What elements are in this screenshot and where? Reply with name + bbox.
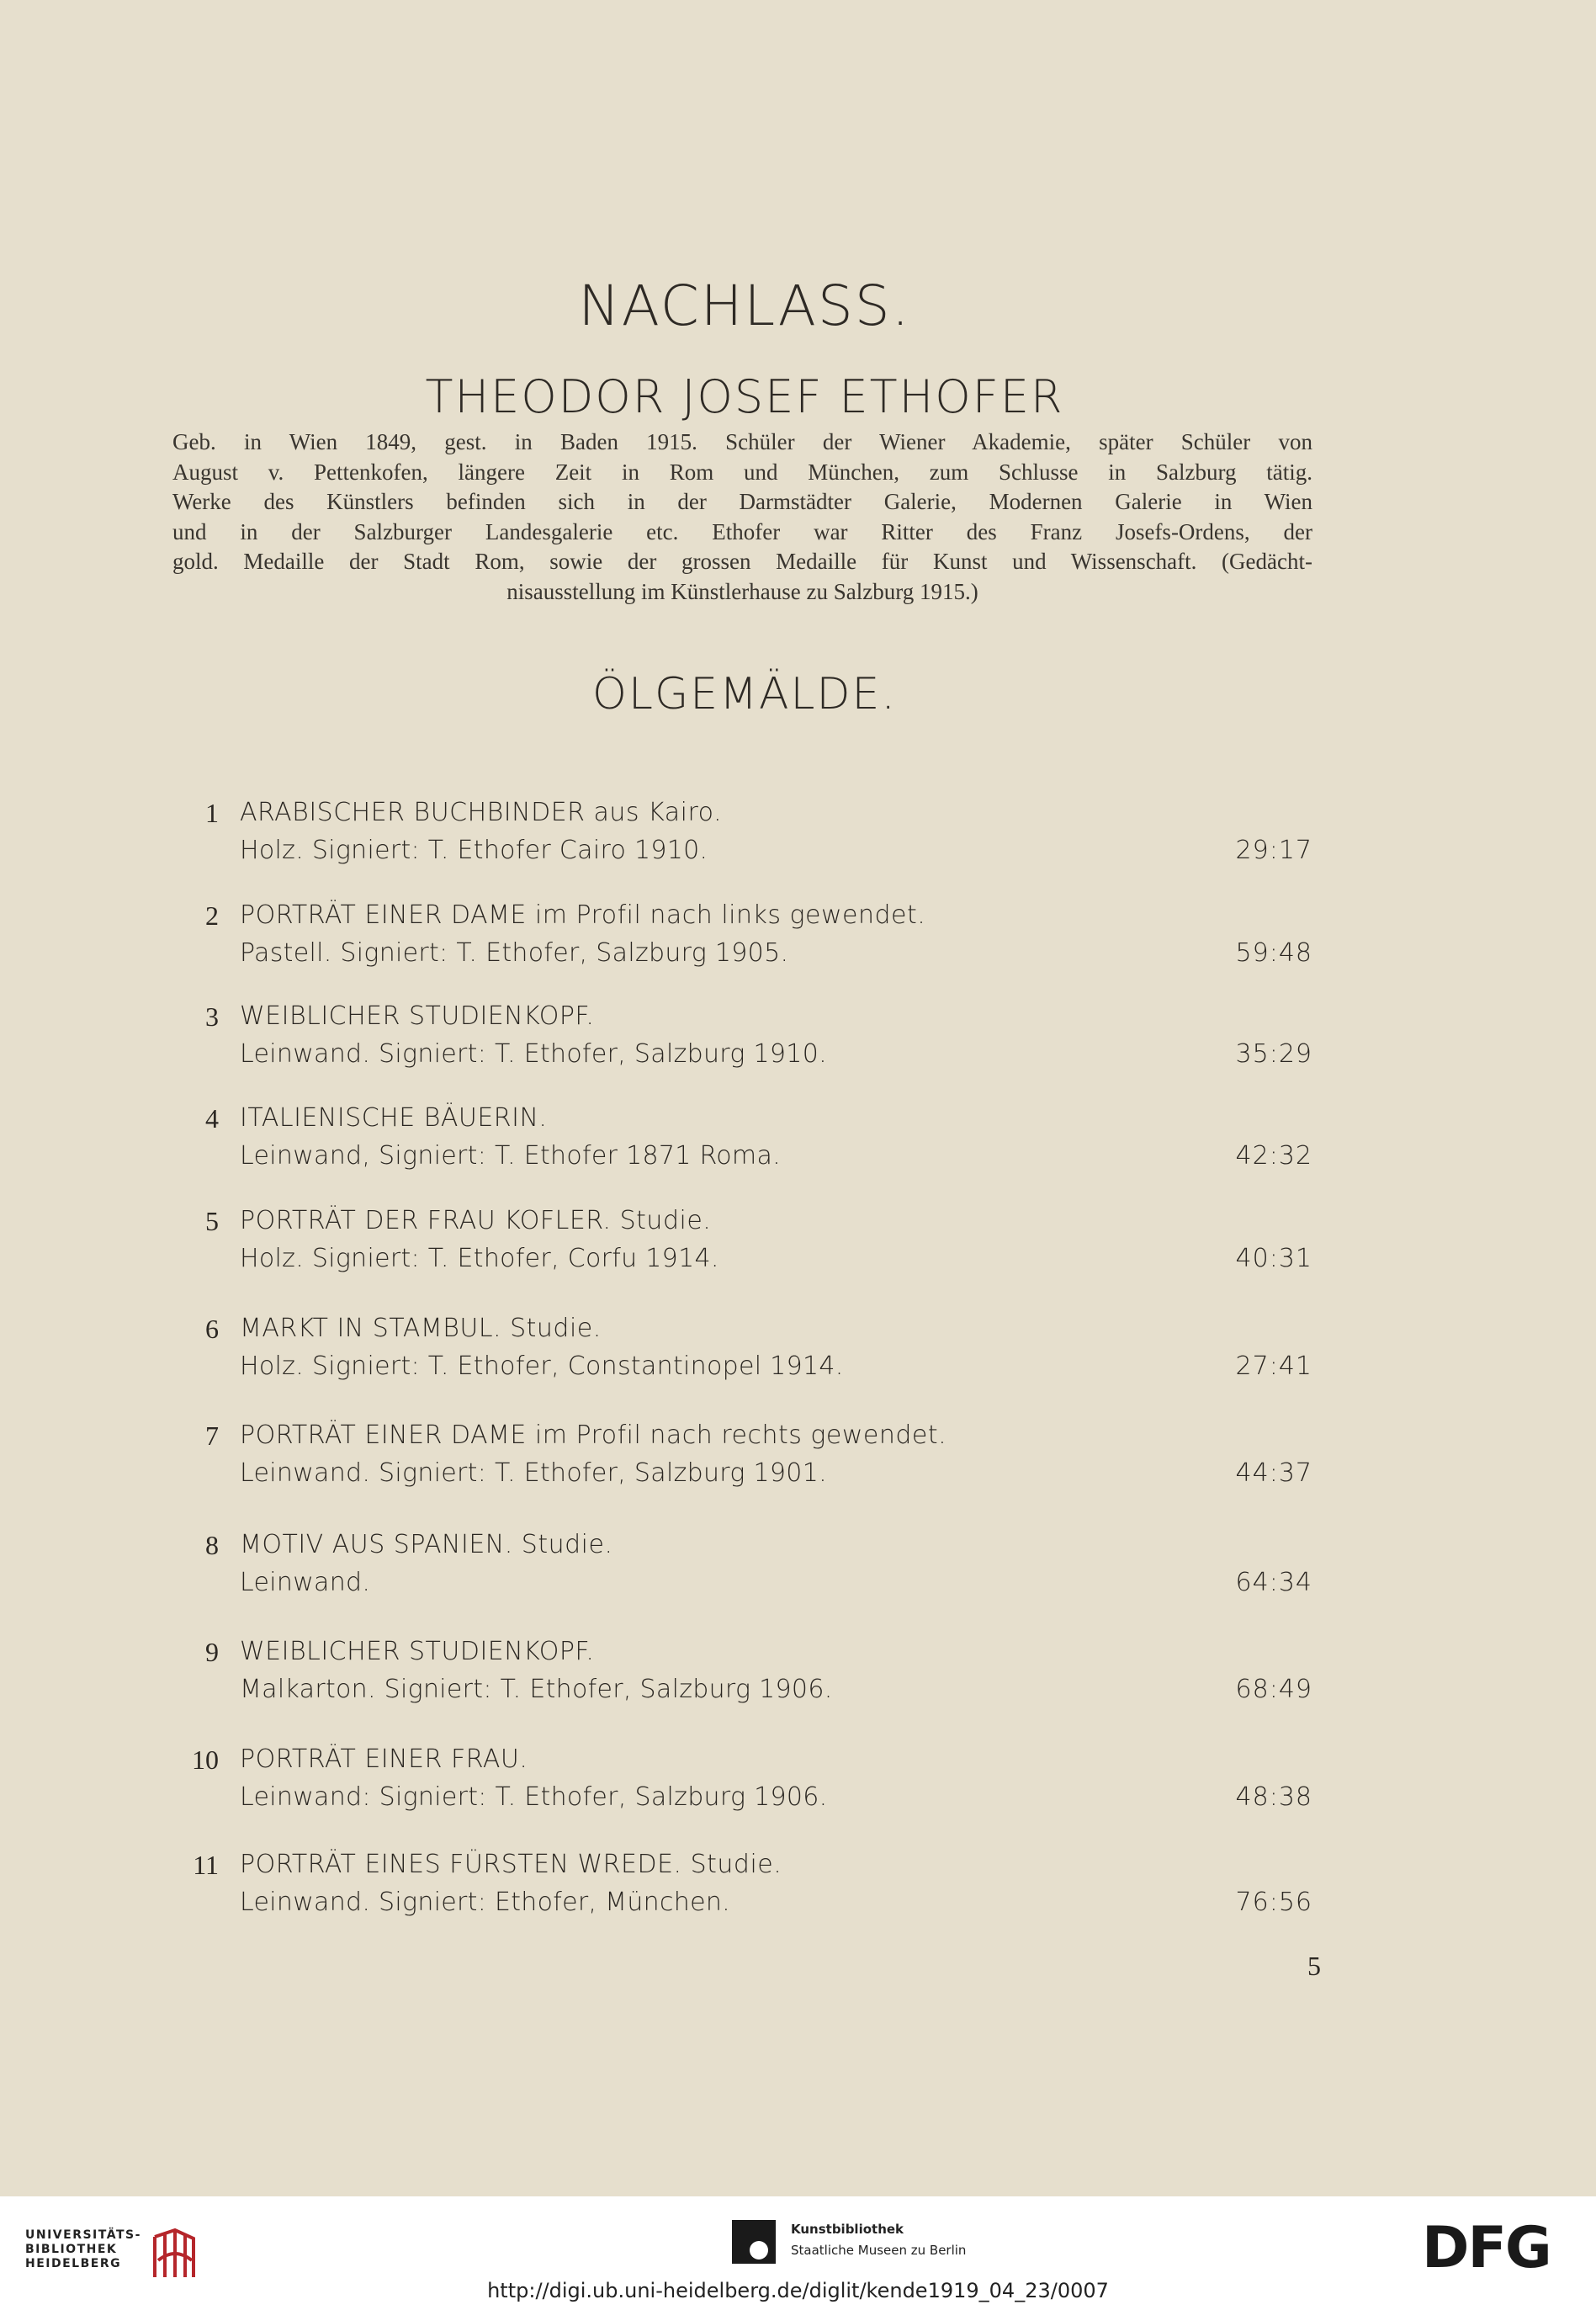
entry-title: MOTIV AUS SPANIEN. Studie. — [240, 1530, 613, 1559]
entry-detail: Leinwand. — [240, 1568, 371, 1597]
entry-detail: Malkarton. Signiert: T. Ethofer, Salzburg 1906. — [240, 1675, 833, 1704]
entry-number: 7 — [205, 1421, 219, 1451]
entry-size: 42:32 — [1235, 1141, 1312, 1171]
entry-size: 27:41 — [1235, 1351, 1312, 1381]
entry-title: PORTRÄT EINER FRAU. — [240, 1744, 528, 1774]
entry-size: 35:29 — [1235, 1039, 1312, 1069]
entry-title: ITALIENISCHE BÄUERIN. — [240, 1103, 548, 1133]
catalog-entry — [0, 795, 1596, 879]
digitization-footer — [0, 2196, 1596, 2310]
entry-size: 64:34 — [1235, 1568, 1312, 1597]
catalog-entry — [0, 1634, 1596, 1718]
logo-text-line: HEIDELBERG — [25, 2257, 122, 2270]
source-url[interactable]: http://digi.ub.uni-heidelberg.de/diglit/kende1919_04_23/0007 — [487, 2279, 1109, 2302]
logo-text-line: UNIVERSITÄTS- — [25, 2228, 141, 2242]
kb-subtitle: Staatliche Museen zu Berlin — [791, 2243, 967, 2258]
entry-size: 48:38 — [1235, 1782, 1312, 1812]
entry-title: MARKT IN STAMBUL. Studie. — [240, 1314, 602, 1343]
catalog-entry — [0, 1418, 1596, 1502]
artist-name: THEODOR JOSEF ETHOFER — [425, 370, 1064, 423]
entry-size: 59:48 — [1235, 938, 1312, 968]
entry-title: PORTRÄT DER FRAU KOFLER. Studie. — [240, 1206, 712, 1235]
entry-size: 76:56 — [1235, 1888, 1312, 1917]
entry-detail: Leinwand. Signiert: T. Ethofer, Salzburg 1901. — [240, 1458, 827, 1488]
entry-size: 29:17 — [1235, 836, 1312, 865]
logo-text-line: BIBLIOTHEK — [25, 2243, 118, 2256]
bio-line: Geb. in Wien 1849, gest. in Baden 1915. Schüler der Wiener Akademie, später Schüler von — [172, 429, 1312, 454]
entry-number: 2 — [205, 900, 219, 931]
entry-title: PORTRÄT EINES FÜRSTEN WREDE. Studie. — [240, 1850, 782, 1879]
entry-size: 40:31 — [1235, 1244, 1312, 1273]
catalog-entry — [0, 1527, 1596, 1612]
artist-biography — [172, 427, 1312, 607]
page-number: 5 — [1307, 1951, 1321, 1981]
dfg-logo-icon[interactable] — [1422, 2220, 1573, 2274]
entry-detail: Holz. Signiert: T. Ethofer, Constantinopel 1914. — [240, 1351, 844, 1381]
bio-line: August v. Pettenkofen, längere Zeit in Rom und München, zum Schlusse in Salzburg tätig. — [172, 459, 1312, 485]
kb-name: Kunstbibliothek — [791, 2222, 904, 2237]
entry-size: 44:37 — [1235, 1458, 1312, 1488]
page-title: NACHLASS. — [578, 273, 911, 338]
entry-number: 3 — [205, 1001, 219, 1032]
entry-detail: Leinwand. Signiert: T. Ethofer, Salzburg 1910. — [240, 1039, 827, 1069]
entry-number: 9 — [205, 1637, 219, 1667]
entry-title: WEIBLICHER STUDIENKOPF. — [240, 1001, 595, 1031]
bio-line: nisausstellung im Künstlerhause zu Salzburg 1915.) — [506, 578, 978, 604]
kunstbibliothek-logo[interactable] — [730, 2213, 999, 2272]
catalog-entry — [0, 898, 1596, 982]
kb-mark-icon — [730, 2218, 777, 2265]
entry-number: 1 — [205, 798, 219, 828]
catalog-entry — [0, 1742, 1596, 1826]
entry-detail: Holz. Signiert: T. Ethofer Cairo 1910. — [240, 836, 708, 865]
entry-number: 10 — [192, 1744, 219, 1775]
entry-detail: Pastell. Signiert: T. Ethofer, Salzburg 1905. — [240, 938, 789, 968]
section-title: ÖLGEMÄLDE. — [592, 669, 897, 720]
catalog-entry — [0, 1203, 1596, 1288]
catalog-entry — [0, 999, 1596, 1083]
entry-size: 68:49 — [1235, 1675, 1312, 1704]
catalog-entry — [0, 1847, 1596, 1931]
entry-detail: Leinwand. Signiert: Ethofer, München. — [240, 1888, 731, 1917]
entry-detail: Leinwand, Signiert: T. Ethofer 1871 Roma. — [240, 1141, 781, 1171]
catalog-entry — [0, 1311, 1596, 1395]
entry-title: WEIBLICHER STUDIENKOPF. — [240, 1637, 595, 1666]
entry-detail: Holz. Signiert: T. Ethofer, Corfu 1914. — [240, 1244, 719, 1273]
entry-number: 8 — [205, 1530, 219, 1560]
entry-title: PORTRÄT EINER DAME im Profil nach rechts gewendet. — [240, 1421, 947, 1450]
bio-line: und in der Salzburger Landesgalerie etc. Ethofer war Ritter des Franz Josefs-Ordens, der — [172, 518, 1312, 544]
ub-mark-icon — [150, 2228, 199, 2281]
entry-number: 6 — [205, 1314, 219, 1344]
entry-number: 11 — [193, 1850, 219, 1880]
entry-detail: Leinwand: Signiert: T. Ethofer, Salzburg 1906. — [240, 1782, 828, 1812]
entry-title: ARABISCHER BUCHBINDER aus Kairo. — [240, 798, 722, 827]
entry-number: 5 — [205, 1206, 219, 1236]
catalog-entry — [0, 1101, 1596, 1185]
logo-text — [25, 2228, 141, 2271]
entry-title: PORTRÄT EINER DAME im Profil nach links gewendet. — [240, 900, 926, 930]
bio-line: Werke des Künstlers befinden sich in der Darmstädter Galerie, Modernen Galerie in Wien — [172, 489, 1312, 514]
dfg-logo-text: DFG — [1422, 2220, 1551, 2274]
bio-line: gold. Medaille der Stadt Rom, sowie der grossen Medaille für Kunst und Wissenschaft. (Gedächt- — [172, 549, 1312, 574]
entry-number: 4 — [205, 1103, 219, 1134]
